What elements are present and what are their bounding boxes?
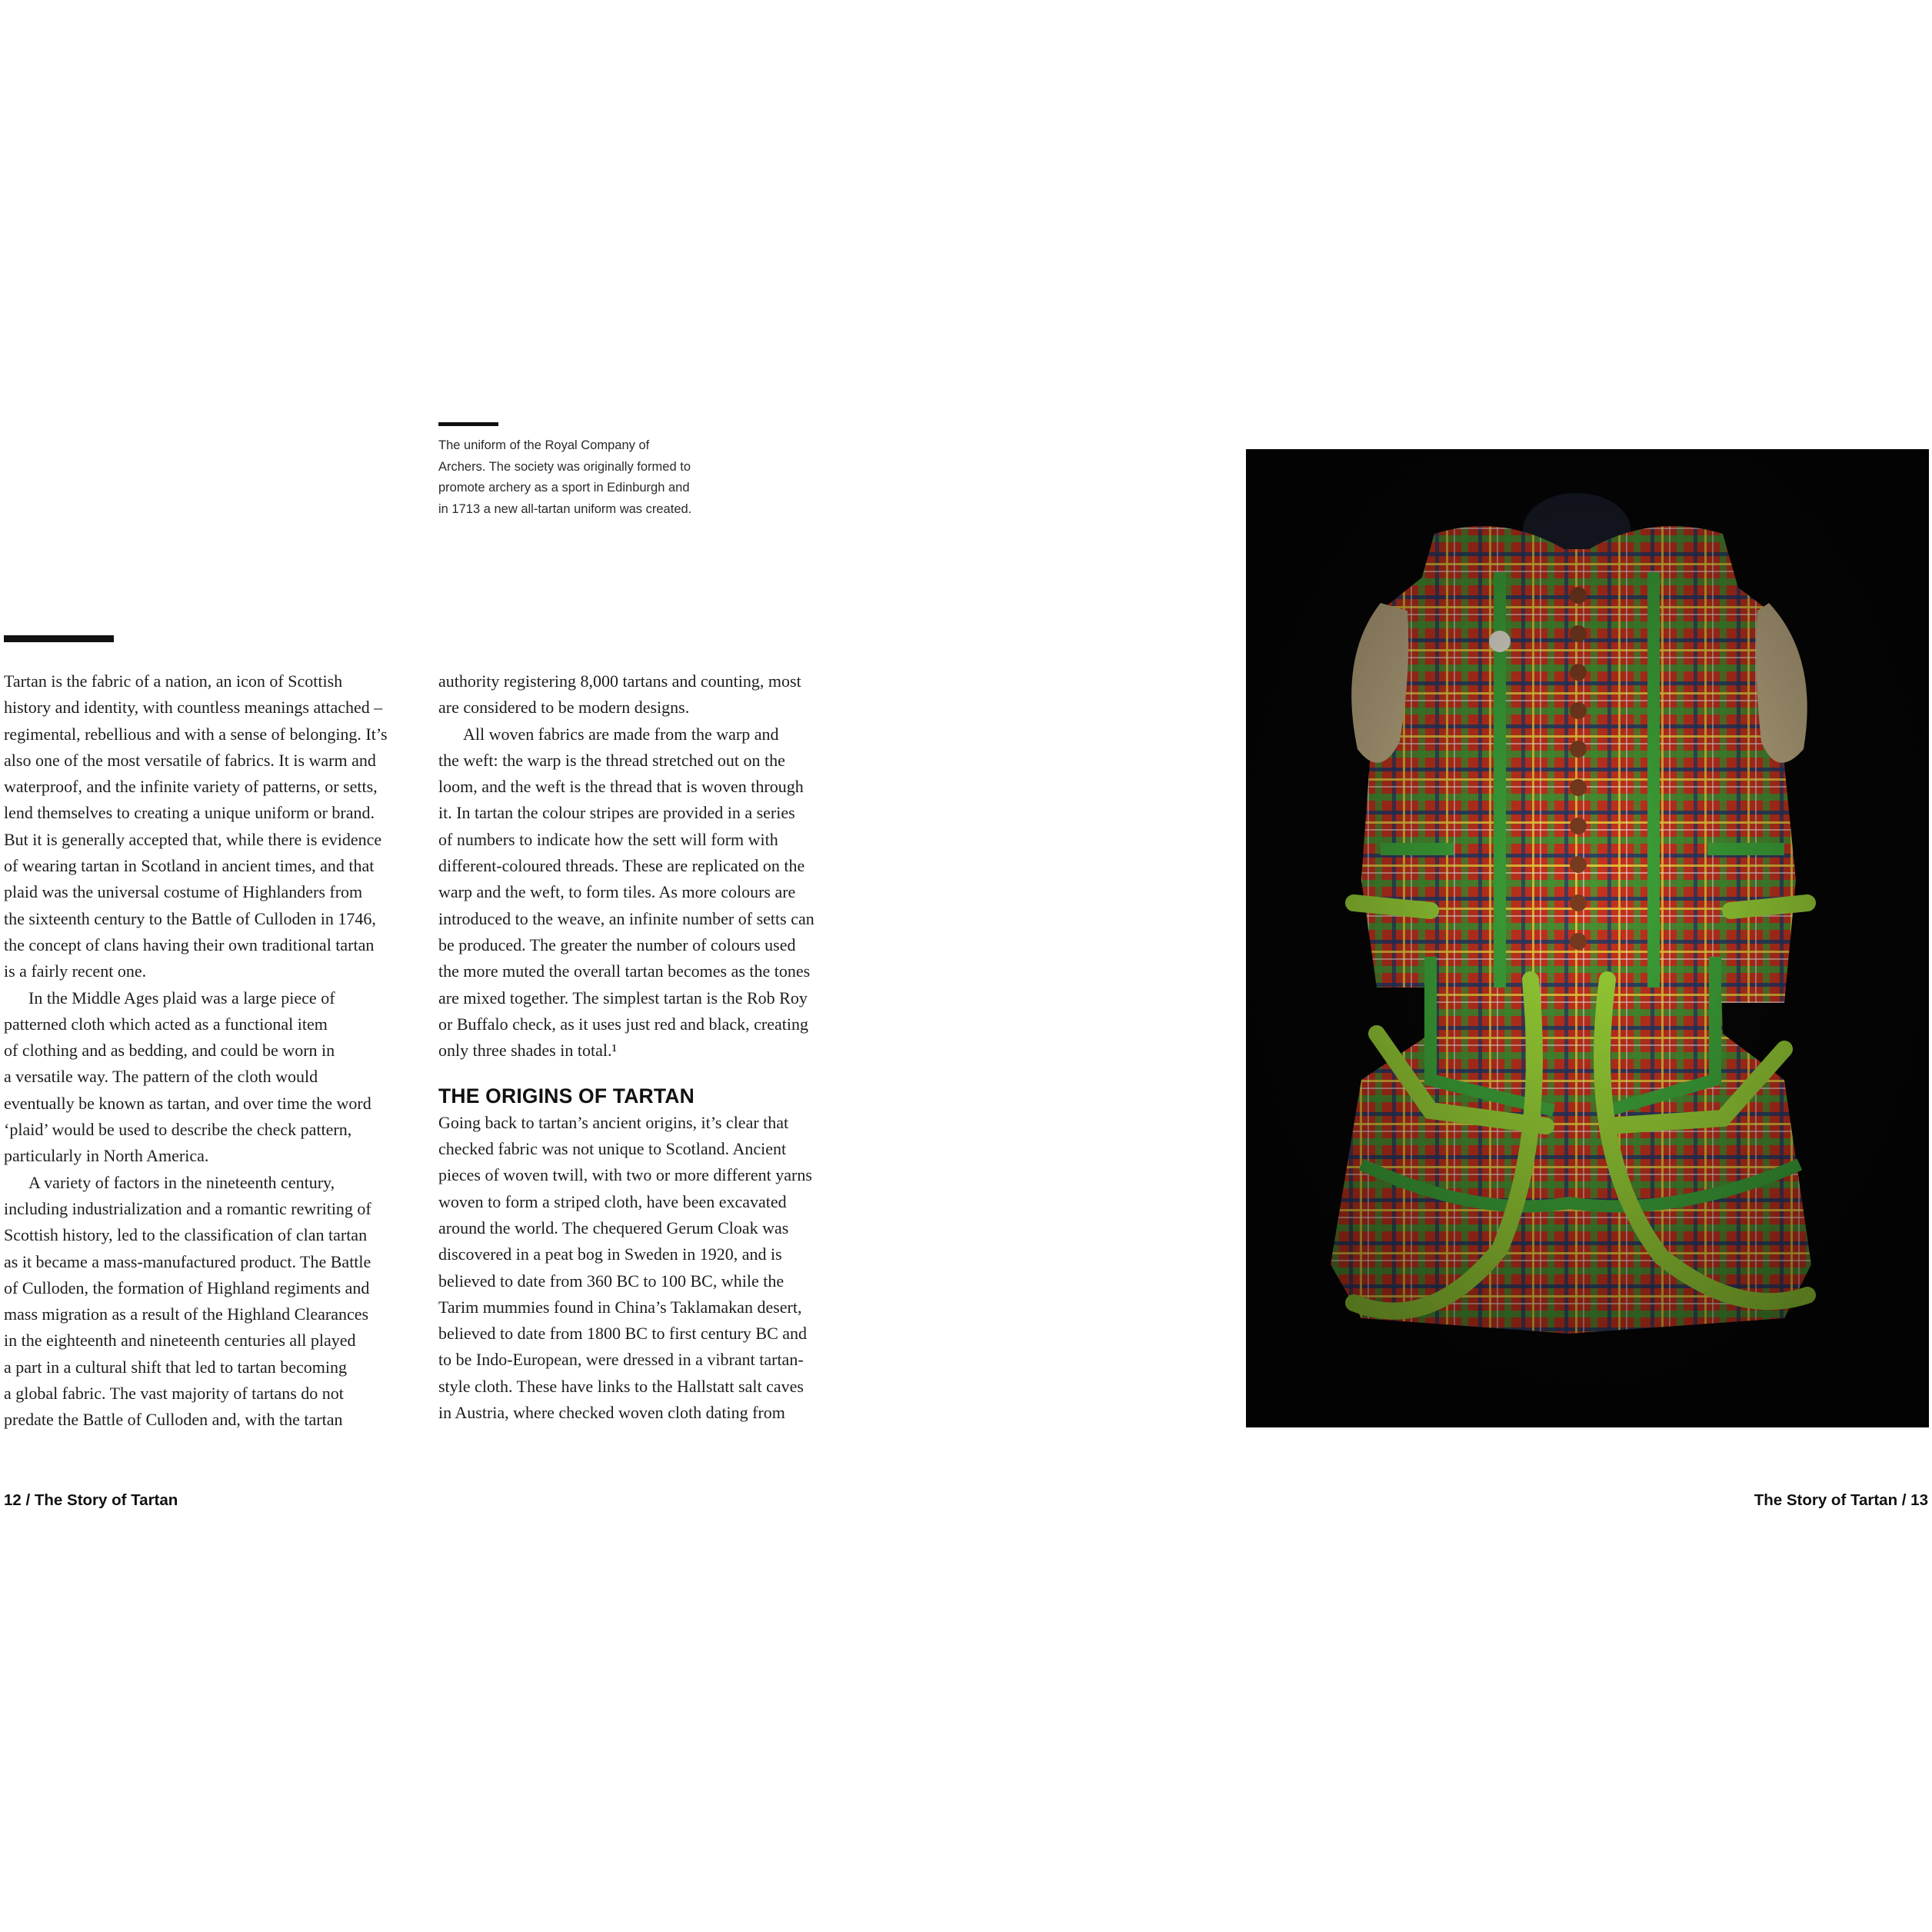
body-line: in Austria, where checked woven cloth dating from — [438, 1403, 785, 1423]
body-line: including industrialization and a romantic rewriting of — [4, 1198, 371, 1218]
body-line: are mixed together. The simplest tartan is the Rob Roy — [438, 988, 808, 1008]
body-line: particularly in North America. — [4, 1146, 209, 1166]
body-line: A variety of factors in the nineteenth century, — [28, 1172, 335, 1192]
body-line: to be Indo-European, were dressed in a vibrant tartan- — [438, 1350, 804, 1370]
body-line: warp and the weft, to form tiles. As more colours are — [438, 882, 796, 902]
body-line: Tarim mummies found in China’s Taklamakan desert, — [438, 1297, 802, 1317]
body-line: checked fabric was not unique to Scotland. Ancient — [438, 1139, 787, 1159]
body-line: is a fairly recent one. — [4, 961, 147, 981]
body-line: In the Middle Ages plaid was a large piece of — [28, 988, 335, 1008]
body-line: the more muted the overall tartan becomes as the tones — [438, 961, 811, 981]
footer-right-folio: The Story of Tartan / 13 — [1754, 1491, 1928, 1509]
body-line: woven to form a striped cloth, have been excavated — [438, 1191, 787, 1211]
body-line: loom, and the weft is the thread that is woven through — [438, 777, 804, 797]
body-line: But it is generally accepted that, while there is evidence — [4, 829, 382, 849]
tartan-uniform-illustration — [1246, 449, 1929, 1427]
body-line: a part in a cultural shift that led to tartan becoming — [4, 1357, 347, 1377]
body-line: discovered in a peat bog in Sweden in 1920, and is — [438, 1244, 782, 1264]
body-line: predate the Battle of Culloden and, with the tartan — [4, 1410, 343, 1430]
body-line: eventually be known as tartan, and over time the word — [4, 1093, 371, 1113]
intro-rule — [4, 635, 114, 642]
body-line: plaid was the universal costume of Highlanders from — [4, 882, 363, 902]
body-line: Scottish history, led to the classification of clan tartan — [4, 1225, 368, 1245]
body-line: as it became a mass-manufactured product. The Battle — [4, 1251, 371, 1271]
body-line: ‘plaid’ would be used to describe the check pattern, — [4, 1120, 352, 1140]
body-line: regimental, rebellious and with a sense of belonging. It’s — [4, 724, 388, 744]
body-line: different-coloured threads. These are replicated on the — [438, 856, 805, 876]
footer-left-folio: 12 / The Story of Tartan — [4, 1491, 178, 1509]
body-line: believed to date from 1800 BC to first century BC and — [438, 1324, 808, 1344]
caption-line: in 1713 a new all-tartan uniform was created. — [438, 501, 692, 516]
body-line: around the world. The chequered Gerum Cloak was — [438, 1217, 789, 1237]
body-line: history and identity, with countless meanings attached – — [4, 698, 383, 718]
left-text-column — [4, 668, 419, 1434]
body-line: the concept of clans having their own traditional tartan — [4, 934, 375, 954]
body-line: waterproof, and the infinite variety of patterns, or setts, — [4, 777, 378, 797]
body-line: mass migration as a result of the Highland Clearances — [4, 1304, 369, 1324]
body-line: be produced. The greater the number of colours used — [438, 934, 796, 954]
body-line: of clothing and as bedding, and could be worn in — [4, 1041, 335, 1061]
body-line: of numbers to indicate how the sett will form with — [438, 829, 778, 849]
photo-vignette — [1246, 449, 1929, 1427]
body-line: the sixteenth century to the Battle of Culloden in 1746, — [4, 908, 376, 928]
body-line: a versatile way. The pattern of the cloth would — [4, 1067, 318, 1087]
body-line: All woven fabrics are made from the warp and — [463, 724, 779, 744]
body-line: a global fabric. The vast majority of tartans do not — [4, 1384, 344, 1404]
body-line: lend themselves to creating a unique uniform or brand. — [4, 803, 375, 823]
section-heading: THE ORIGINS OF TARTAN — [438, 1084, 695, 1108]
body-line: pieces of woven twill, with two or more different yarns — [438, 1165, 812, 1185]
tartan-uniform-photo — [1246, 449, 1929, 1427]
body-line: believed to date from 360 BC to 100 BC, while the — [438, 1271, 784, 1291]
body-line: style cloth. These have links to the Hallstatt salt caves — [438, 1376, 804, 1396]
body-line: only three shades in total.¹ — [438, 1041, 618, 1061]
body-line: it. In tartan the colour stripes are provided in a series — [438, 803, 795, 823]
body-line: Going back to tartan’s ancient origins, it’s clear that — [438, 1112, 789, 1132]
caption-line: The uniform of the Royal Company of — [438, 438, 650, 452]
body-line: patterned cloth which acted as a functional item — [4, 1014, 328, 1034]
caption-line: Archers. The society was originally formed to — [438, 459, 691, 474]
body-line: of Culloden, the formation of Highland regiments and — [4, 1277, 370, 1297]
body-line: are considered to be modern designs. — [438, 698, 690, 718]
body-line: of wearing tartan in Scotland in ancient times, and that — [4, 856, 375, 876]
body-line: also one of the most versatile of fabrics. It is warm and — [4, 750, 376, 770]
body-line: authority registering 8,000 tartans and counting, most — [438, 671, 801, 691]
body-line: the weft: the warp is the thread stretched out on the — [438, 750, 785, 770]
body-line: in the eighteenth and nineteenth centuries all played — [4, 1331, 356, 1351]
body-line: or Buffalo check, as it uses just red and black, creating — [438, 1014, 808, 1034]
body-line: introduced to the weave, an infinite number of setts can — [438, 908, 814, 928]
body-line: Tartan is the fabric of a nation, an icon of Scottish — [4, 671, 343, 691]
middle-text-column — [438, 668, 858, 1426]
caption-rule — [438, 422, 498, 426]
caption-line: promote archery as a sport in Edinburgh and — [438, 481, 690, 495]
photo-caption — [438, 435, 704, 520]
